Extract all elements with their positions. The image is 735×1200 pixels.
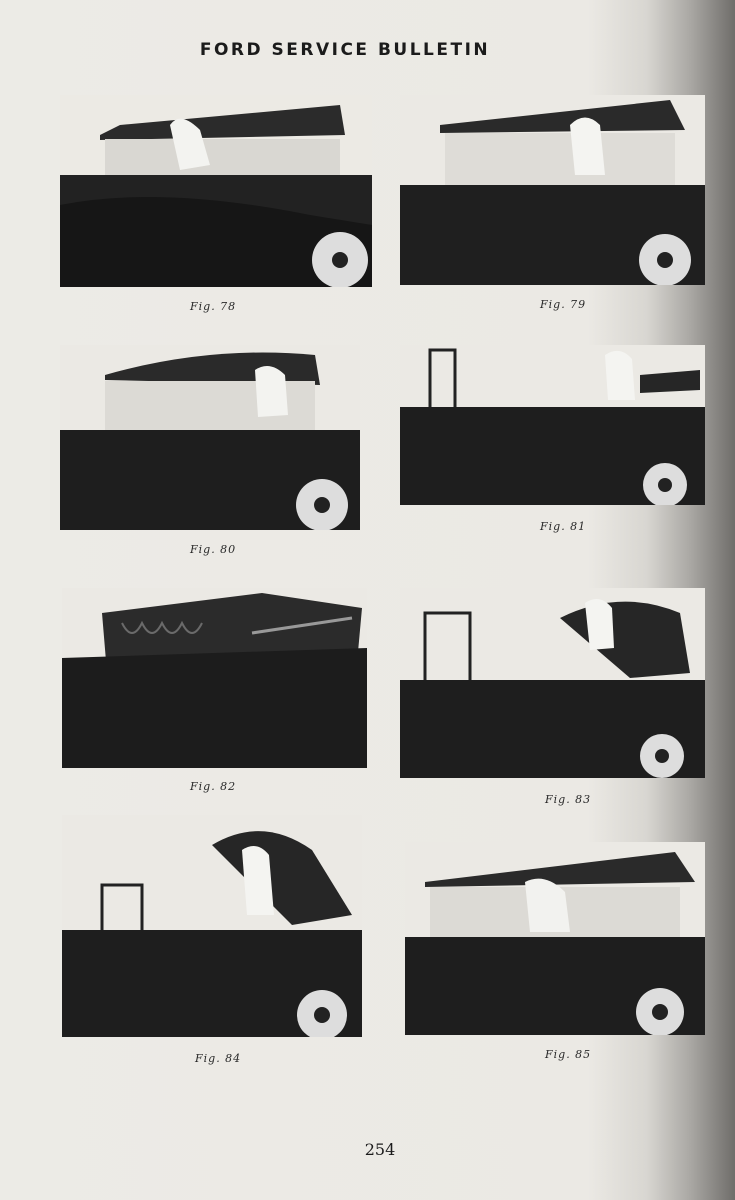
figure-84-caption: Fig. 84 <box>195 1052 242 1065</box>
figure-85-photo <box>405 842 705 1035</box>
figure-83-photo <box>400 588 705 778</box>
figure-83-caption: Fig. 83 <box>545 793 592 806</box>
figure-78-caption: Fig. 78 <box>190 300 237 313</box>
figure-82-photo <box>62 588 367 768</box>
figure-82-caption: Fig. 82 <box>190 780 237 793</box>
figure-78-photo <box>60 95 372 287</box>
figure-81-photo <box>400 345 705 505</box>
figure-81-caption: Fig. 81 <box>540 520 587 533</box>
page-header: FORD SERVICE BULLETIN <box>199 40 491 60</box>
figure-79-caption: Fig. 79 <box>540 298 587 311</box>
figure-85-caption: Fig. 85 <box>545 1048 592 1061</box>
figure-80-caption: Fig. 80 <box>190 543 237 556</box>
page-number: 254 <box>364 1140 396 1159</box>
figure-79-photo <box>400 95 705 285</box>
figure-80-photo <box>60 345 360 530</box>
figure-84-photo <box>62 815 362 1037</box>
